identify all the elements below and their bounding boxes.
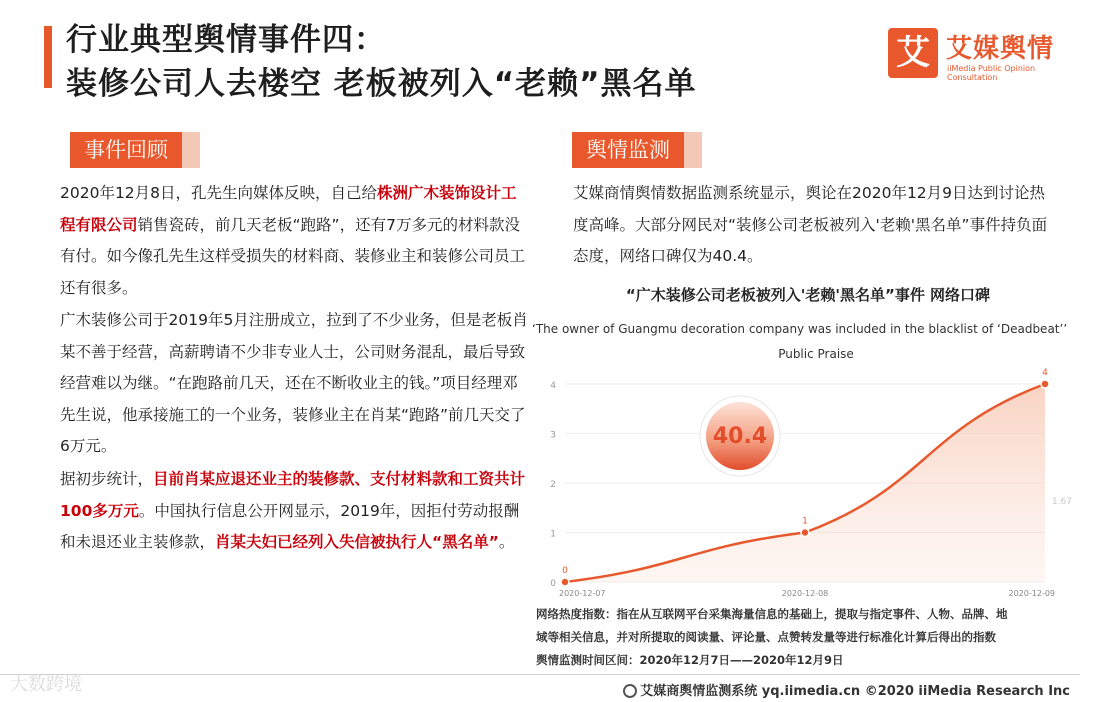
- reputation-badge: [700, 396, 780, 476]
- event-paragraph-2: 广木装修公司于2019年5月注册成立，拉到了不少业务，但是老板肖某不善于经营，高薪聘请不少非专业人士，公司财务混乱，最后导致经营难以为继。“在跑路前几天，还在不断收业主的钱。”项目经理邓先生说，他承接施工的一个业务，装修业主在肖某“跑路”前几天交了6万元。: [60, 311, 528, 455]
- p1-text-b: 销售瓷砖，前几天老板“跑路”，还有7万多元的材料款没有付。如今像孔先生这样受损失的材料商、装修业主和装修公司员工还有很多。: [60, 215, 526, 297]
- section-title-event-review: 事件回顾: [70, 132, 182, 168]
- x-tick-label: 2020-12-08: [781, 589, 829, 598]
- p3-text-b: 。中国执行信息公开网显示，2019年，因拒付劳动报酬和未退还业主装修款，: [60, 501, 520, 551]
- right-axis-label: 1.67: [1051, 497, 1073, 507]
- p3-text-a: 据初步统计，: [60, 470, 154, 488]
- data-label: 1: [802, 516, 808, 527]
- debt-highlight: 目前肖某应退还业主的装修款、支付材料款和工资共计100多万元: [60, 470, 526, 520]
- chart-subtitle-en-2: Public Praise: [778, 347, 854, 361]
- globe-icon: [623, 684, 637, 698]
- data-point: [561, 578, 569, 586]
- page-title-line1: 行业典型舆情事件四：: [66, 22, 386, 58]
- event-paragraph-3: [60, 464, 532, 559]
- y-tick-label: 3: [550, 430, 556, 441]
- data-label: 0: [562, 566, 568, 576]
- event-paragraph-1: [60, 178, 532, 304]
- praise-area-chart: [534, 360, 1073, 602]
- y-axis-ticks: [550, 381, 556, 589]
- y-tick-label: 2: [550, 480, 556, 490]
- company-name-highlight: 株洲广木装饰设计工程有限公司: [60, 184, 517, 234]
- page-title-line2: 装修公司人去楼空 老板被列入“老赖”黑名单: [66, 66, 697, 102]
- badge-value: 40.4: [712, 424, 768, 449]
- chart-note: [536, 603, 1076, 672]
- data-point: [1041, 380, 1049, 388]
- page-title: [66, 18, 697, 106]
- footer-source: [623, 680, 1070, 699]
- iimedia-logo-icon: 艾: [888, 28, 938, 78]
- chart-title: “广木装修公司老板被列入'老赖'黑名单”事件 网络口碑: [625, 286, 991, 304]
- y-tick-label: 4: [550, 381, 556, 391]
- data-point: [801, 529, 809, 537]
- logo-name: 艾媒舆情: [946, 34, 1055, 64]
- chart-subtitle-en: ‘The owner of Guangmu decoration company was included in the blacklist of ‘Deadbeat’’: [532, 322, 1068, 336]
- note-line-2: 域等相关信息，并对所提取的阅读量、评论量、点赞转发量等进行标准化计算后得出的指数: [536, 630, 996, 644]
- blacklist-highlight: 肖某夫妇已经列入失信被执行人“黑名单”: [215, 533, 499, 551]
- note-line-3: 舆情监测时间区间：2020年12月7日——2020年12月9日: [536, 653, 844, 667]
- x-tick-label: 2020-12-09: [1008, 589, 1055, 598]
- note-line-1: 网络热度指数：指在从互联网平台采集海量信息的基础上，提取与指定事件、人物、品牌、地: [536, 607, 1008, 621]
- title-accent-bar: [44, 26, 52, 88]
- footer-source-text: 艾媒商舆情监测系统 yq.iimedia.cn ©2020 iiMedia Research Inc: [640, 684, 1070, 699]
- y-tick-label: 1: [550, 529, 556, 540]
- section-title-monitoring: 舆情监测: [572, 132, 684, 168]
- x-axis-ticks: [559, 589, 1055, 598]
- x-tick-label: 2020-12-07: [559, 589, 606, 598]
- footer-divider: [0, 674, 1080, 675]
- logo-tagline: iiMedia Public Opinion Consultation: [947, 64, 1036, 82]
- data-label: 4: [1042, 368, 1048, 378]
- y-tick-label: 0: [550, 579, 556, 589]
- p1-text-a: 2020年12月8日，孔先生向媒体反映，自己给: [60, 184, 378, 202]
- monitoring-intro: 艾媒商情舆情数据监测系统显示，舆论在2020年12月9日达到讨论热度高峰。大部分网民对“装修公司老板被列入'老赖'黑名单”事件持负面态度，网络口碑仅为40.4。: [573, 184, 1048, 265]
- p3-text-c: 。: [498, 533, 515, 551]
- watermark: 大数跨境: [10, 674, 82, 695]
